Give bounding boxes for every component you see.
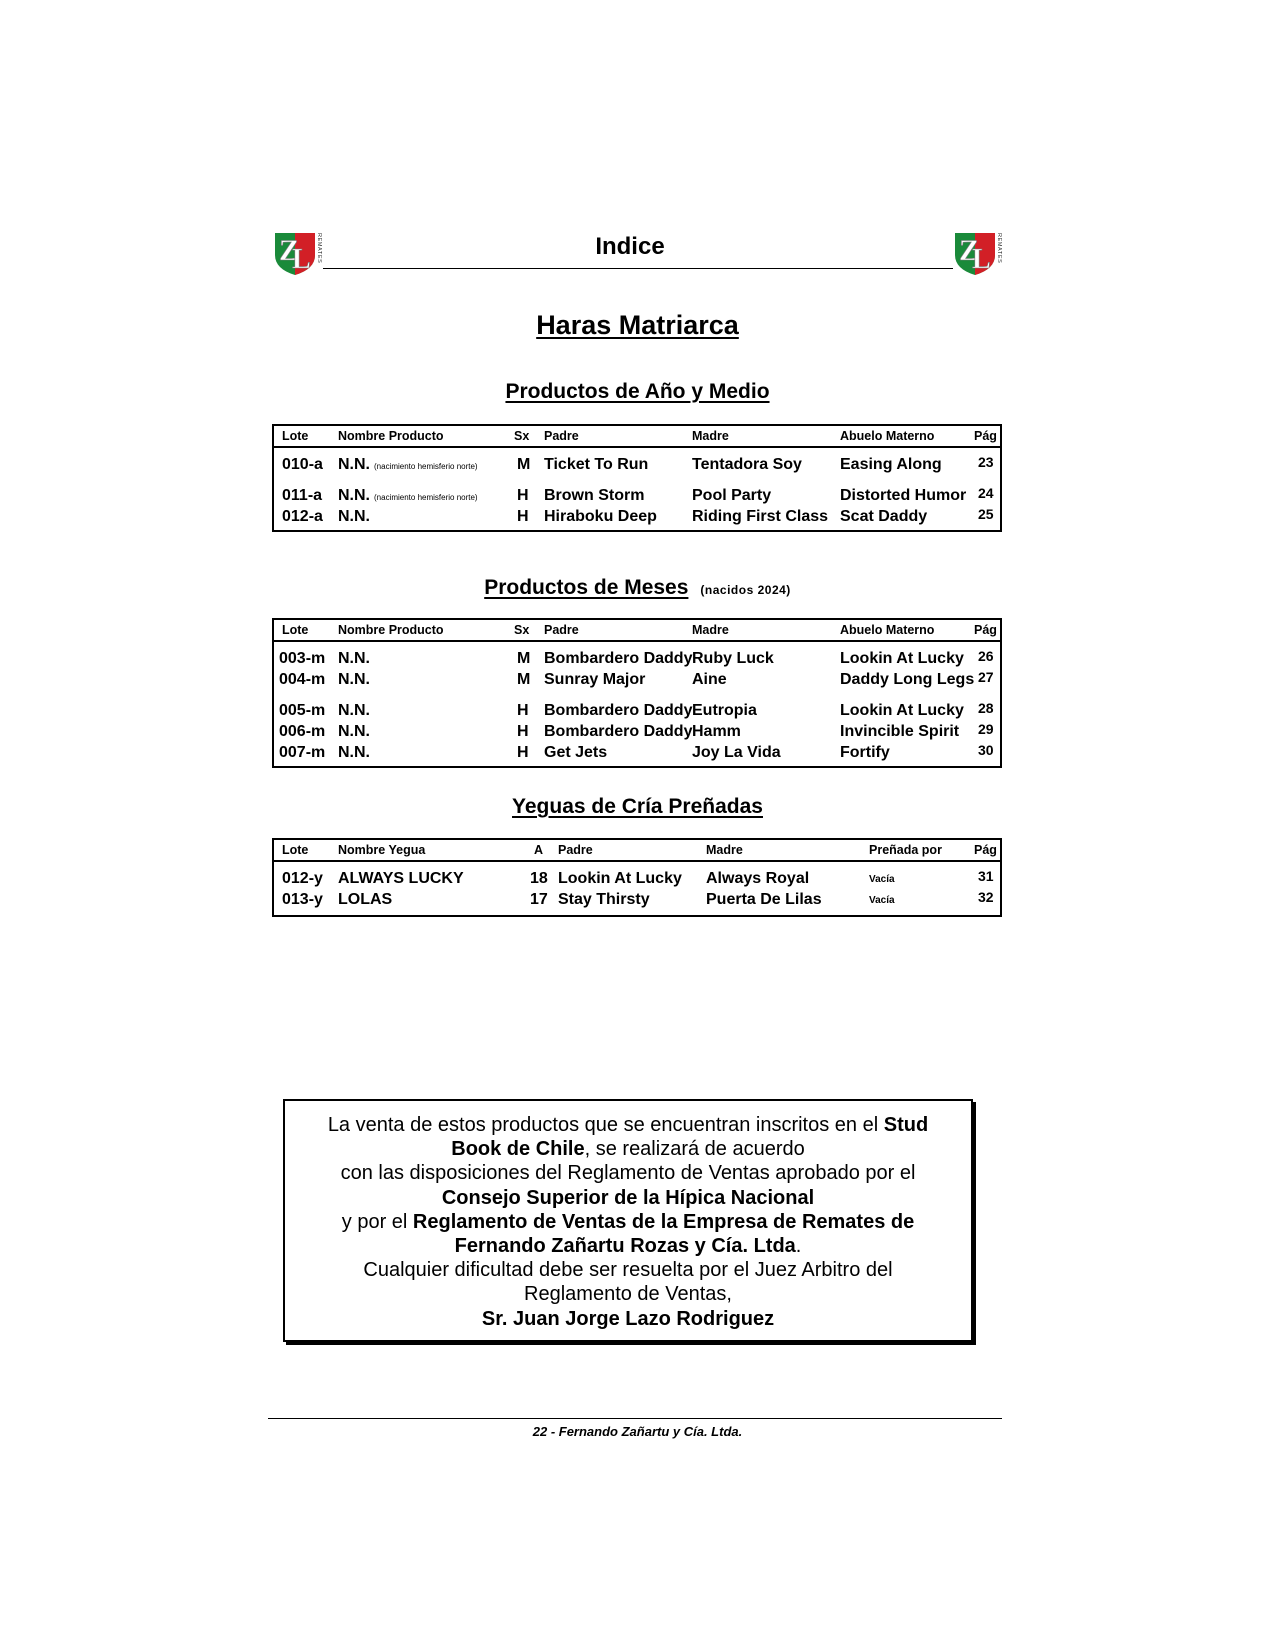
col-sx: Sx	[514, 429, 530, 443]
notice-line: Cualquier dificultad debe ser resuelta por el Juez Arbitro del	[363, 1259, 893, 1282]
nombre: N.N.	[338, 508, 370, 525]
col-lote: Lote	[282, 843, 309, 857]
col-nombre: Nombre Yegua	[338, 843, 426, 857]
header-rule	[323, 268, 953, 269]
pag: 30	[978, 742, 994, 758]
lote: 013-y	[282, 891, 323, 908]
nombre-note: (nacimiento hemisferio norte)	[374, 493, 478, 502]
svg-text:Z: Z	[279, 234, 300, 267]
col-lote: Lote	[282, 623, 309, 637]
notice-line	[285, 1307, 971, 1331]
lote: 007-m	[279, 744, 326, 761]
pag: 23	[978, 454, 994, 470]
edad: 17	[530, 891, 548, 908]
abuelo: Invincible Spirit	[840, 723, 960, 740]
nombre: N.N.	[338, 650, 370, 667]
notice-line	[285, 1186, 971, 1210]
pag: 25	[978, 506, 994, 522]
abuelo: Daddy Long Legs	[840, 671, 975, 688]
col-prenada: Preñada por	[869, 843, 942, 857]
padre: Brown Storm	[544, 487, 645, 504]
notice-line	[285, 1210, 971, 1234]
padre: Ticket To Run	[544, 456, 649, 473]
page-footer: 22 - Fernando Zañartu y Cía. Ltda.	[532, 1424, 743, 1439]
notice-line	[285, 1234, 971, 1258]
col-madre: Madre	[692, 429, 729, 443]
sx: M	[517, 671, 531, 688]
table-header	[274, 840, 1000, 862]
table-row	[274, 454, 1000, 475]
nombre: N.N.	[338, 487, 370, 504]
table-yeguas	[272, 838, 1002, 917]
madre: Aine	[692, 671, 727, 688]
col-pag: Pág	[974, 843, 997, 857]
lote: 006-m	[279, 723, 326, 740]
col-padre: Padre	[544, 429, 579, 443]
svg-text:L: L	[972, 244, 991, 275]
sx: H	[517, 744, 529, 761]
sx: M	[517, 650, 531, 667]
pag: 27	[978, 669, 994, 685]
lote: 011-a	[282, 487, 323, 504]
nombre: N.N.	[338, 702, 370, 719]
notice-line	[285, 1137, 971, 1161]
lote: 012-y	[282, 870, 323, 887]
sx: H	[517, 487, 529, 504]
section-title-text: Productos de Meses	[484, 576, 689, 599]
col-nombre: Nombre Producto	[338, 429, 444, 443]
table-header	[274, 620, 1000, 642]
padre: Stay Thirsty	[558, 891, 650, 908]
nombre: N.N.	[338, 456, 370, 473]
nombre: LOLAS	[338, 891, 393, 908]
pag: 26	[978, 648, 994, 664]
madre: Eutropia	[692, 702, 757, 719]
svg-text:L: L	[292, 244, 311, 275]
section-title-meses	[0, 576, 1275, 600]
sx: H	[517, 508, 529, 525]
madre: Always Royal	[706, 870, 810, 887]
abuelo: Lookin At Lucky	[840, 702, 964, 719]
svg-text:Z: Z	[959, 234, 980, 267]
notice-text: La venta de estos productos que se encuentran inscritos en el	[327, 1114, 884, 1136]
abuelo: Easing Along	[840, 456, 942, 473]
table-row	[274, 485, 1000, 506]
padre: Get Jets	[544, 744, 608, 761]
table-row	[274, 868, 1000, 889]
madre: Puerta De Lilas	[706, 891, 822, 908]
section-title-text: Productos de Año y Medio	[505, 380, 770, 403]
svg-text:REMATES: REMATES	[316, 233, 322, 264]
col-madre: Madre	[706, 843, 743, 857]
pag: 28	[978, 700, 994, 716]
table-row	[274, 506, 1000, 527]
table-row	[274, 742, 1000, 763]
sale-conditions-notice	[283, 1099, 973, 1342]
notice-bold: Reglamento de Ventas de la Empresa de Remates de	[412, 1210, 915, 1233]
abuelo: Fortify	[840, 744, 890, 761]
prenada-por: Vacía	[869, 895, 895, 906]
notice-bold: Stud	[883, 1114, 929, 1136]
notice-text: .	[795, 1235, 802, 1258]
col-lote: Lote	[282, 429, 309, 443]
prenada-por: Vacía	[869, 874, 895, 885]
table-row	[274, 889, 1000, 910]
section-title-text: Yeguas de Cría Preñadas	[512, 795, 763, 818]
col-abuelo: Abuelo Materno	[840, 623, 935, 637]
nombre-cell	[338, 487, 478, 505]
pag: 29	[978, 721, 994, 737]
section-title-yeguas	[0, 795, 1275, 819]
notice-bold: Consejo Superior de la Hípica Nacional	[441, 1186, 815, 1209]
abuelo: Distorted Humor	[840, 487, 967, 504]
abuelo: Scat Daddy	[840, 508, 928, 525]
padre: Sunray Major	[544, 671, 646, 688]
col-sx: Sx	[514, 623, 530, 637]
table-row	[274, 721, 1000, 742]
sx: M	[517, 456, 531, 473]
section-title-ano-y-medio	[0, 380, 1275, 404]
padre: Bombardero Daddy	[544, 723, 693, 740]
nombre-note: (nacimiento hemisferio norte)	[374, 462, 478, 471]
table-row	[274, 648, 1000, 669]
notice-bold: Sr. Juan Jorge Lazo Rodriguez	[481, 1307, 775, 1330]
madre: Ruby Luck	[692, 650, 774, 667]
padre: Lookin At Lucky	[558, 870, 682, 887]
lote: 010-a	[282, 456, 323, 473]
col-padre: Padre	[544, 623, 579, 637]
notice-text: y por el	[341, 1210, 413, 1233]
padre: Bombardero Daddy	[544, 650, 693, 667]
nombre: N.N.	[338, 744, 370, 761]
col-pag: Pág	[974, 623, 997, 637]
lote: 004-m	[279, 671, 326, 688]
padre: Bombardero Daddy	[544, 702, 693, 719]
madre: Joy La Vida	[692, 744, 781, 761]
svg-text:REMATES: REMATES	[996, 233, 1002, 264]
lote: 003-m	[279, 650, 326, 667]
lote: 005-m	[279, 702, 326, 719]
zz-remates-logo-left	[272, 227, 324, 275]
table-header	[274, 426, 1000, 448]
notice-line	[285, 1113, 971, 1137]
table-meses	[272, 618, 1002, 768]
col-pag: Pág	[974, 429, 997, 443]
table-row	[274, 700, 1000, 721]
madre: Tentadora Soy	[692, 456, 802, 473]
main-title: Haras Matriarca	[536, 310, 739, 340]
edad: 18	[530, 870, 548, 887]
zz-remates-logo-right	[952, 227, 1004, 275]
col-madre: Madre	[692, 623, 729, 637]
padre: Hiraboku Deep	[544, 508, 657, 525]
page-header-title: Indice	[595, 233, 665, 260]
pag: 32	[978, 889, 994, 905]
pag: 24	[978, 485, 994, 501]
col-nombre: Nombre Producto	[338, 623, 444, 637]
pag: 31	[978, 868, 994, 884]
col-a: A	[534, 843, 544, 857]
lote: 012-a	[282, 508, 323, 525]
sx: H	[517, 723, 529, 740]
madre: Riding First Class	[692, 508, 829, 525]
section-note: (nacidos 2024)	[700, 583, 791, 597]
nombre: N.N.	[338, 723, 370, 740]
notice-line: con las disposiciones del Reglamento de Ventas aprobado por el	[340, 1162, 916, 1185]
notice-text: , se realizará de acuerdo	[584, 1138, 805, 1161]
sx: H	[517, 702, 529, 719]
footer-rule	[268, 1418, 1002, 1419]
col-abuelo: Abuelo Materno	[840, 429, 935, 443]
notice-bold: Book de Chile	[451, 1138, 585, 1161]
notice-line: Reglamento de Ventas,	[524, 1283, 732, 1306]
table-ano-y-medio	[272, 424, 1002, 532]
nombre-cell	[338, 456, 478, 474]
col-padre: Padre	[558, 843, 593, 857]
nombre: N.N.	[338, 671, 370, 688]
notice-bold: Fernando Zañartu Rozas y Cía. Ltda	[454, 1235, 796, 1258]
table-row	[274, 669, 1000, 690]
nombre: ALWAYS LUCKY	[338, 870, 464, 887]
abuelo: Lookin At Lucky	[840, 650, 964, 667]
madre: Pool Party	[692, 487, 772, 504]
madre: Hamm	[692, 723, 741, 740]
